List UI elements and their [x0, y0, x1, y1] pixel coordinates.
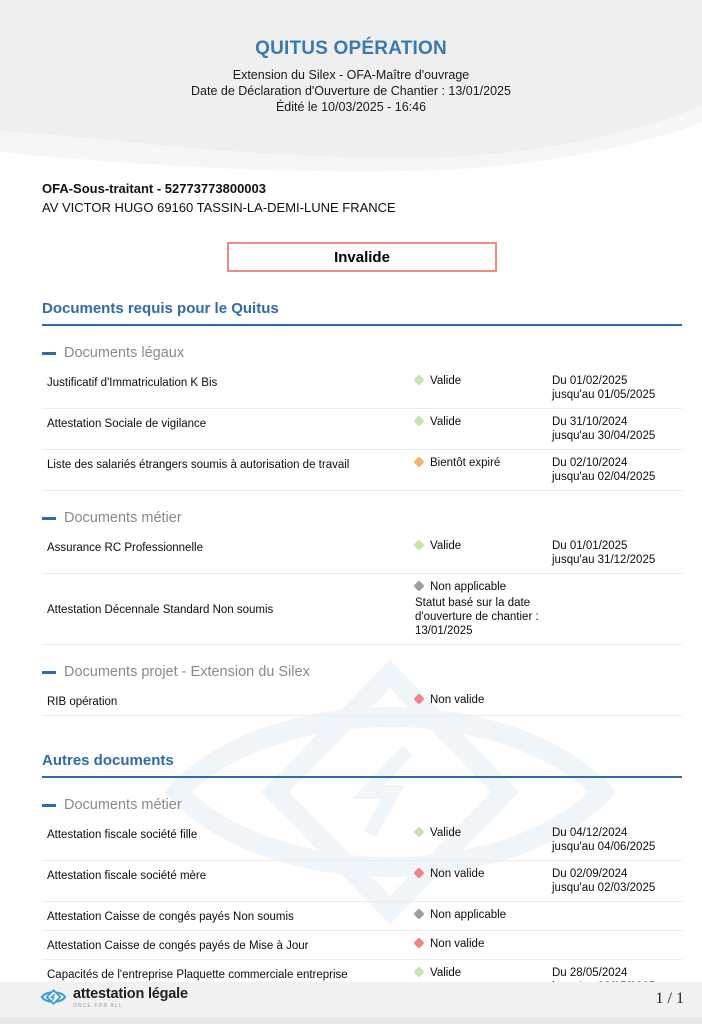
validity-from: Du 04/12/2024 — [552, 827, 628, 839]
dash-icon — [42, 352, 56, 355]
status-text: Valide — [430, 540, 462, 552]
company-block — [42, 179, 682, 217]
status-text: Valide — [430, 416, 462, 428]
document-validity — [552, 374, 682, 402]
document-label: Attestation Caisse de congés payés de Mise à Jour — [47, 940, 309, 952]
status-dot-icon — [413, 826, 424, 837]
validity-from: Du 01/01/2025 — [552, 540, 628, 552]
status-text: Valide — [430, 967, 462, 979]
table-row — [42, 687, 682, 716]
table-row — [42, 368, 682, 409]
status-text: Non valide — [430, 938, 485, 950]
group-documents-projet — [42, 664, 682, 716]
document-validity — [552, 456, 682, 484]
page-footer — [0, 982, 702, 1024]
document-label: Attestation fiscale société fille — [47, 829, 198, 841]
document-validity — [552, 539, 682, 567]
company-name: OFA-Sous-traitant - 52773773800003 — [42, 181, 266, 196]
validity-to: jusqu'au 30/04/2025 — [552, 430, 656, 442]
document-label: Assurance RC Professionnelle — [47, 542, 203, 554]
report-header — [0, 0, 702, 115]
status-dot-icon — [413, 415, 424, 426]
document-label: Attestation Décennale Standard Non soumis — [47, 604, 274, 616]
validity-to: jusqu'au 31/12/2025 — [552, 554, 656, 566]
validity-from: Du 02/09/2024 — [552, 868, 628, 880]
table-row — [42, 861, 682, 902]
status-text: Valide — [430, 827, 462, 839]
validity-from: Du 01/02/2025 — [552, 375, 628, 387]
table-row — [42, 533, 682, 574]
document-label: Capacités de l'entreprise Plaquette commerciale entreprise — [47, 969, 348, 981]
document-list — [42, 820, 682, 1001]
status-text: Bientôt expiré — [430, 457, 501, 469]
group-documents-metier — [42, 510, 682, 645]
table-row — [42, 931, 682, 960]
document-status — [415, 415, 552, 429]
document-status — [415, 693, 552, 707]
eye-diamond-logo-icon — [40, 988, 67, 1006]
table-row — [42, 574, 682, 645]
validity-from: Du 31/10/2024 — [552, 416, 628, 428]
status-dot-icon — [413, 580, 424, 591]
validity-from: Du 28/05/2024 — [552, 967, 628, 979]
status-text: Non valide — [430, 868, 485, 880]
table-row — [42, 409, 682, 450]
validity-to: jusqu'au 02/03/2025 — [552, 882, 656, 894]
brand-logo — [40, 986, 188, 1009]
document-validity — [552, 867, 682, 895]
document-label: RIB opération — [47, 696, 118, 708]
group-header — [42, 345, 682, 361]
validity-to: jusqu'au 04/06/2025 — [552, 841, 656, 853]
brand-tagline: ONCE FOR ALL — [73, 1003, 123, 1009]
validity-from: Du 02/10/2024 — [552, 457, 628, 469]
document-label: Liste des salariés étrangers soumis à autorisation de travail — [47, 459, 350, 471]
document-status — [415, 937, 552, 951]
document-validity — [552, 415, 682, 443]
status-dot-icon — [413, 539, 424, 550]
table-row — [42, 450, 682, 491]
status-text: Non applicable — [430, 581, 507, 593]
document-label: Attestation fiscale société mère — [47, 870, 207, 882]
document-status — [415, 374, 552, 388]
group-title: Documents métier — [64, 510, 182, 526]
dash-icon — [42, 517, 56, 520]
document-status — [415, 908, 552, 922]
section-autres-documents — [42, 752, 682, 1001]
document-status — [415, 867, 552, 881]
document-list — [42, 687, 682, 716]
status-text: Non valide — [430, 694, 485, 706]
status-dot-icon — [413, 693, 424, 704]
dash-icon — [42, 804, 56, 807]
group-documents-metier-autres — [42, 797, 682, 1001]
header-edited-line: Édité le 10/03/2025 - 16:46 — [275, 100, 427, 114]
dash-icon — [42, 671, 56, 674]
status-dot-icon — [413, 908, 424, 919]
section-title: Documents requis pour le Quitus — [42, 300, 682, 326]
brand-name: attestation légale — [73, 986, 188, 1002]
document-status — [415, 826, 552, 840]
group-title: Documents légaux — [64, 345, 185, 361]
document-validity — [552, 826, 682, 854]
section-documents-requis — [42, 300, 682, 716]
document-label: Justificatif d'Immatriculation K Bis — [47, 377, 218, 389]
header-declaration-date-line: Date de Déclaration d'Ouverture de Chantier : 13/01/2025 — [191, 84, 511, 98]
report-body — [0, 179, 702, 1001]
page-title: QUITUS OPÉRATION — [255, 38, 447, 59]
document-status — [415, 539, 552, 553]
status-dot-icon — [413, 966, 424, 977]
header-project-line: Extension du Silex - OFA-Maître d'ouvrage — [232, 68, 470, 82]
table-row — [42, 902, 682, 931]
status-dot-icon — [413, 867, 424, 878]
document-label: Attestation Caisse de congés payés Non soumis — [47, 911, 294, 923]
page-number: 1 / 1 — [655, 990, 684, 1007]
status-text: Valide — [430, 375, 462, 387]
document-label: Attestation Sociale de vigilance — [47, 418, 207, 430]
status-dot-icon — [413, 937, 424, 948]
group-title: Documents projet - Extension du Silex — [64, 664, 310, 680]
group-header — [42, 664, 682, 680]
status-dot-icon — [413, 456, 424, 467]
global-status-badge: Invalide — [227, 242, 497, 272]
validity-to: jusqu'au 02/04/2025 — [552, 471, 656, 483]
group-header — [42, 510, 682, 526]
status-text: Non applicable — [430, 909, 507, 921]
table-row — [42, 820, 682, 861]
group-title: Documents métier — [64, 797, 182, 813]
status-dot-icon — [413, 374, 424, 385]
document-status — [415, 580, 552, 638]
document-list — [42, 368, 682, 491]
section-title: Autres documents — [42, 752, 682, 778]
validity-to: jusqu'au 01/05/2025 — [552, 389, 656, 401]
status-note: Statut basé sur la date d'ouverture de chantier : 13/01/2025 — [415, 597, 539, 637]
document-list — [42, 533, 682, 645]
document-status — [415, 966, 552, 980]
document-status — [415, 456, 552, 470]
company-address: AV VICTOR HUGO 69160 TASSIN-LA-DEMI-LUNE FRANCE — [42, 200, 396, 215]
group-documents-legaux — [42, 345, 682, 491]
group-header — [42, 797, 682, 813]
